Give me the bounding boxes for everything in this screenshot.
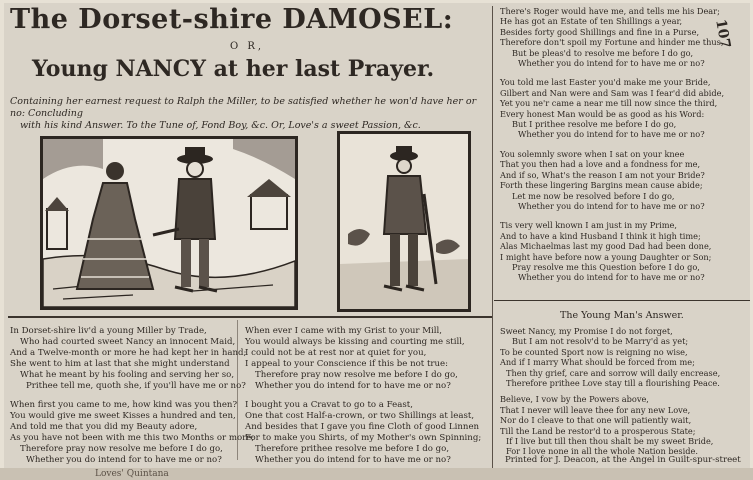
couple-woodcut [40,136,298,310]
verse-line: You told me last Easter you'd make me your Bride, [500,77,711,88]
title-or: O R, [230,41,265,52]
verse-line: That you then had a love and a fondness for me, [500,159,701,170]
verse-line: I could not be at rest nor at quiet for you, [245,347,427,358]
verse-line: Let me now be resolved before I do go, [512,190,675,201]
verse-line: Therefore don't spoil my Fortune and hinder me thus, [500,37,724,48]
verse-line: But I am not resolv'd to be Marry'd as yet; [512,336,689,347]
verse-line: Every honest Man would be as good as his Word: [500,108,705,119]
page-number: 107 [712,18,734,50]
column-divider-main [492,6,493,468]
answer-verse [500,326,720,457]
verse-line: Therefore pray now resolve me before I do go, [20,444,223,455]
verse-line: As you have not been with me this two Months or more; [10,433,255,444]
verse-line: And told me that you did my Beauty adore, [10,422,198,433]
verse-line: Therefore prithee resolve me before I do go, [255,444,450,455]
verse-line: I bought you a Cravat to go to a Feast, [245,400,413,411]
verse-line: Whether you do intend for to have me or no? [255,454,451,465]
verse-line: Whether you do intend for to have me or no? [26,454,222,465]
left-column-verse [10,326,254,466]
verse-line: He has got an Estate of ten Shillings a year, [500,16,683,27]
verse-line: You solemnly swore when I sat on your knee [500,148,685,159]
verse-line: Believe, I vow by the Powers above, [500,394,649,405]
woodcut-bottom-rule [8,316,492,318]
man-woodcut [337,131,471,312]
verse-line: You would give me sweet Kisses a hundred and ten, [10,411,236,422]
verse-line: I might have before now a young Daughter or Son; [500,251,712,262]
verse-line: Therefore pray now resolve me before I do go, [255,369,458,380]
verse-line: When ever I came with my Grist to your Mill, [245,326,443,336]
verse-line: Tis very well known I am just in my Prime, [500,220,677,231]
verse-line: But I prithee resolve me before I do go, [512,119,677,130]
verse-line: And to have a kind Husband I think it high time; [500,230,701,241]
verse-line: Whether you do intend for to have me or no? [518,129,705,140]
verse-line: Till the Land be restor'd to a prosperous State; [500,425,696,436]
verse-line: Whether you do intend for to have me or no? [518,58,705,69]
verse-line: Then thy grief, care and sorrow will daily encrease, [506,367,721,378]
verse-line: And a Twelve-month or more he had kept her in hand; [10,347,247,358]
verse-line: That I never will leave thee for any new Love, [500,404,691,415]
verse-line: Gilbert and Nan were and Sam was I fear'd did abide, [500,87,725,98]
verse-line: Whether you do intend for to have me or no? [518,200,705,211]
man-woodcut-image [340,134,468,309]
verse-line: Yet you ne'r came a near me till now since the third, [500,98,718,109]
verse-line: But be pleas'd to resolve me before I do go, [512,47,694,58]
verse-line: If I live but till then thou shalt be my sweet Bride, [506,436,714,447]
verse-line: When first you came to me, how kind was you then? [10,400,238,411]
verse-line: And if so, What's the reason I am not your Bride? [500,169,705,180]
right-column-verse [500,6,724,283]
verse-line: And if I marry What should be forced from me; [500,357,695,368]
verse-line: Prithee tell me, quoth she, if you'll have me or no? [26,380,246,391]
verse-line: One that cost Half-a-crown, or two Shillings at least, [245,411,475,422]
printer-imprint: Printed for J. Deacon, at the Angel in Guilt-spur-street [505,455,741,465]
ballad-title: The Dorset-shire DAMOSEL: [10,4,454,35]
couple-woodcut-image [43,139,295,307]
answer-separator-rule [494,300,750,301]
verse-line: To be counted Sport now is reigning no wise, [500,346,688,357]
verse-line: Besides forty good Shillings and fine in a Purse, [500,26,700,37]
middle-column-verse [245,326,481,466]
verse-line: In Dorset-shire liv'd a young Miller by Trade, [10,326,207,336]
verse-line: Pray resolve me this Question before I do go, [512,261,700,272]
verse-line: Forth these lingering Bargins mean cause abide; [500,180,703,191]
description-line-2: with his kind Answer. To the Tune of, Fond Boy, &c. Or, Love's a sweet Passion, &c. [20,120,421,131]
verse-line: What he meant by his fooling and serving her so, [20,369,235,380]
verse-line: Alas Michaelmas last my good Dad had been done, [500,241,712,252]
ballad-subtitle: Young NANCY at her last Prayer. [32,56,435,82]
verse-line: Nor do I cleave to that one will patiently wait, [500,415,692,426]
verse-line: Therefore prithee Love stay till a flourishing Peace. [506,378,720,389]
verse-line: She went to him at last that she might understand [10,358,230,369]
next-sheet-text: Loves' Quintana [95,469,169,479]
description-line-1: Containing her earnest request to Ralph the Miller, to be satisfied whether he won'd have her or no: Concluding [10,96,477,119]
verse-line: Sweet Nancy, my Promise I do not forget, [500,326,673,336]
verse-line: For to make you Shirts, of my Mother's own Spinning; [245,433,482,444]
ballad-description [10,96,480,132]
verse-line: And besides that I gave you fine Cloth of good Linnen [245,422,480,433]
answer-title: The Young Man's Answer. [560,310,684,321]
verse-line: Who had courted sweet Nancy an innocent Maid, [20,336,236,347]
verse-line: For I love none in all the whole Nation beside. [506,446,698,457]
verse-line: There's Roger would have me, and tells me his Dear; [500,6,720,16]
verse-line: Whether you do intend for to have me or no? [255,380,451,391]
verse-line: You would always be kissing and courting me still, [245,336,465,347]
verse-line: I appeal to your Conscience if this be not true: [245,358,449,369]
verse-line: Whether you do intend for to have me or no? [518,272,705,283]
